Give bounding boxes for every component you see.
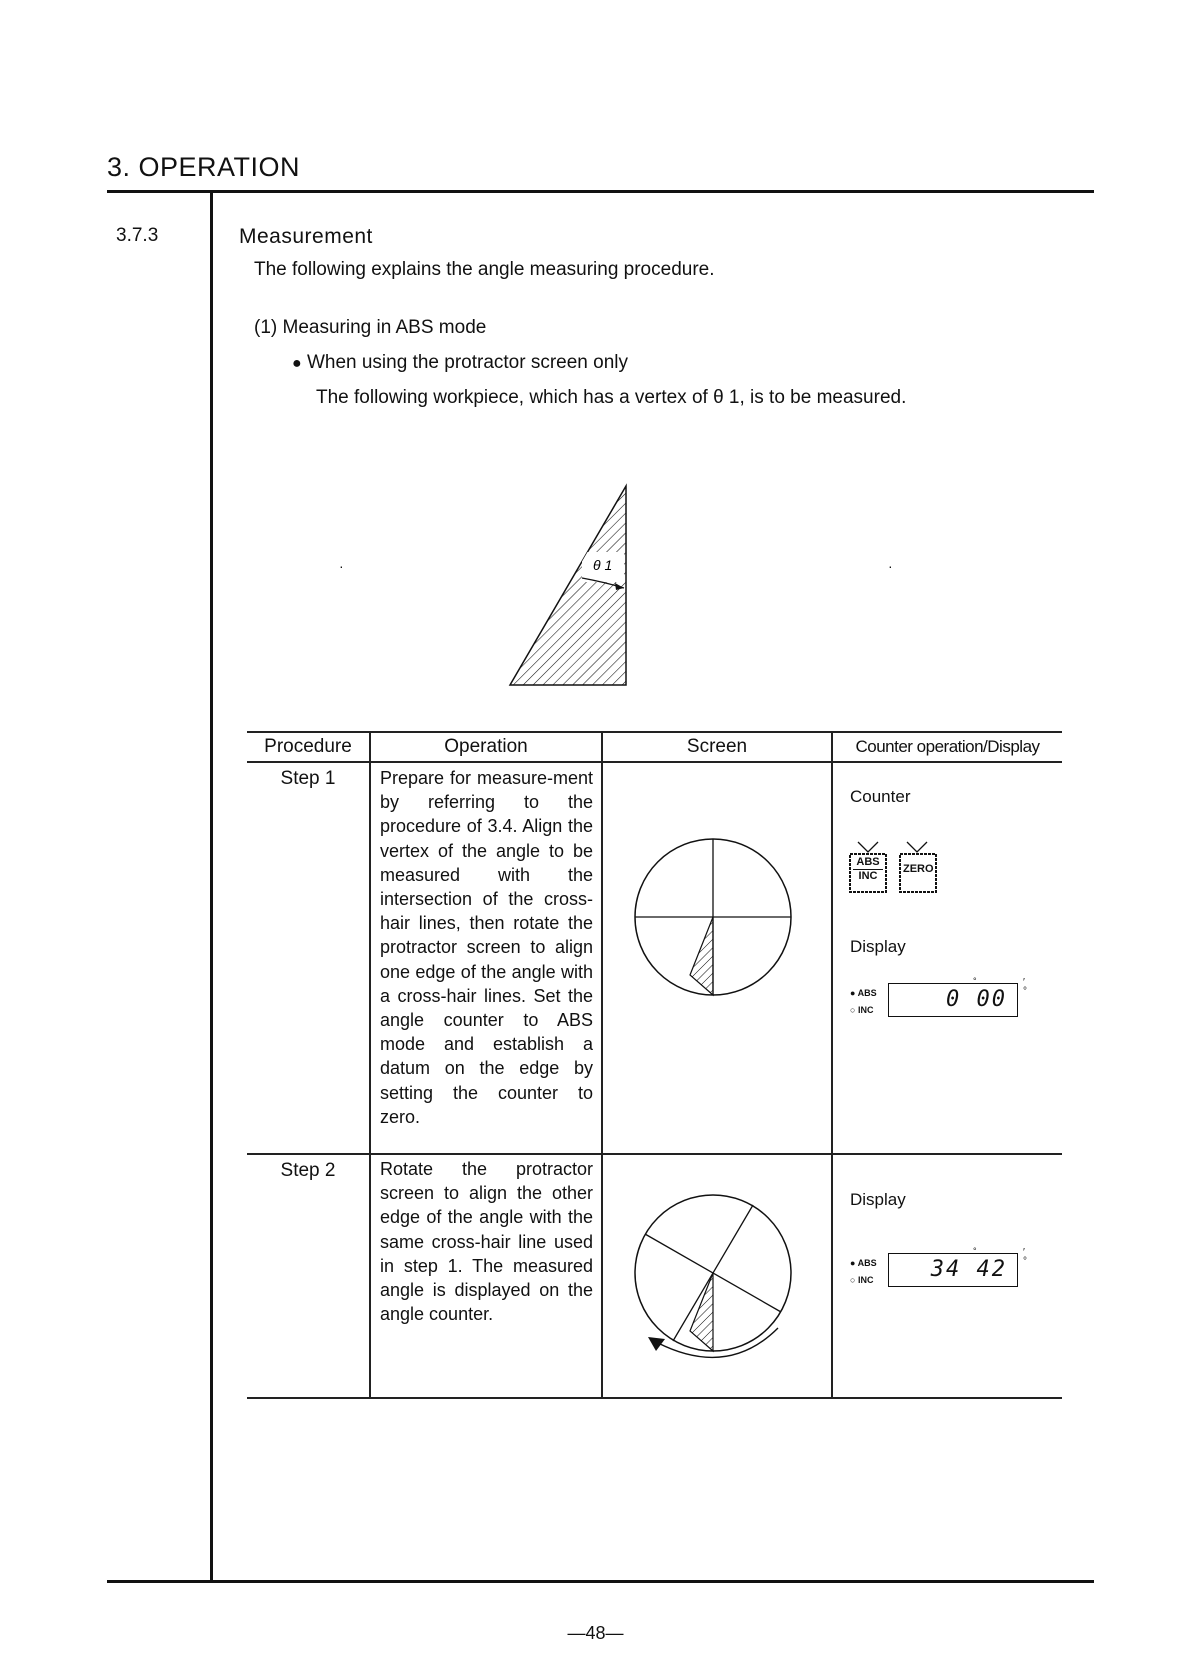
abs-inc-key[interactable] [853,856,883,883]
table-col-rule [369,731,371,1398]
section-heading: Measurement [239,225,373,248]
workpiece-description: The following workpiece, which has a vertex of θ 1, is to be measured. [316,387,907,408]
page-number: —48— [567,1623,624,1643]
abs-indicator: ● ABS [850,1258,877,1268]
table-col-rule [601,731,603,1398]
section-number: 3.7.3 [116,225,159,246]
abs-key-label: ABS [853,856,883,870]
intro-text: The following explains the angle measuring procedure. [254,259,715,280]
degree-mark-icon: ° [973,976,977,986]
step-2-operation: Rotate the protractor screen to align the other edge of the angle with the same cross-hair line used in step 1. The measured angle is displayed on the angle counter. [380,1159,593,1325]
step-2-lcd-display [888,1253,1018,1287]
header-counter: Counter operation/Display [855,737,1040,756]
item-label: (1) Measuring in ABS mode [254,317,487,338]
margin-rule [210,191,213,1581]
step-1-display-value: 0 00 [946,987,1007,1012]
scan-dot: · [888,558,893,574]
header-screen: Screen [686,736,748,757]
header-procedure: Procedure [264,736,352,757]
step-2-mode-indicators [850,1255,877,1289]
bullet-item [292,352,628,374]
step-2-display-value: 34 42 [930,1257,1007,1282]
step-1-lcd-display [888,983,1018,1017]
step-2-protractor-screen [628,1193,798,1373]
inc-key-label: INC [858,870,878,882]
header-rule [107,190,1094,193]
step-2-label: Step 2 [280,1160,336,1181]
angle-label: θ 1 [593,557,613,573]
inc-indicator: ○ INC [850,1005,874,1015]
display-label-2: Display [850,1190,906,1209]
step-1-protractor-screen [628,837,798,997]
scan-dot: · [339,558,344,574]
minute-mark-icon: ′ ° [1023,977,1027,997]
footer-rule [107,1580,1094,1583]
header-operation: Operation [444,736,528,757]
step-1-label: Step 1 [280,768,336,789]
step-1-mode-indicators [850,985,877,1019]
counter-label: Counter [850,787,911,806]
workpiece-figure [500,480,640,690]
table-col-rule [831,731,833,1398]
step-1-operation: Prepare for measure-ment by referring to the procedure of 3.4. Align the vertex of the angle to be measured with the intersection of the cross-hair lines, then rotate the protractor screen to align one edge of the angle with a cross-hair lines. Set the angle counter to ABS mode and establish a datum on the edge by setting the counter to zero. [380,768,593,1127]
zero-key-label: ZERO [903,863,934,875]
inc-indicator: ○ INC [850,1275,874,1285]
zero-key[interactable] [903,863,933,875]
minute-mark-icon: ′ ° [1023,1247,1027,1267]
abs-indicator: ● ABS [850,988,877,998]
display-label: Display [850,937,906,956]
bullet-icon: ● [292,355,302,372]
degree-mark-icon: ° [973,1246,977,1256]
page-section-title: 3. OPERATION [107,152,301,182]
bullet-text: When using the protractor screen only [306,352,629,373]
